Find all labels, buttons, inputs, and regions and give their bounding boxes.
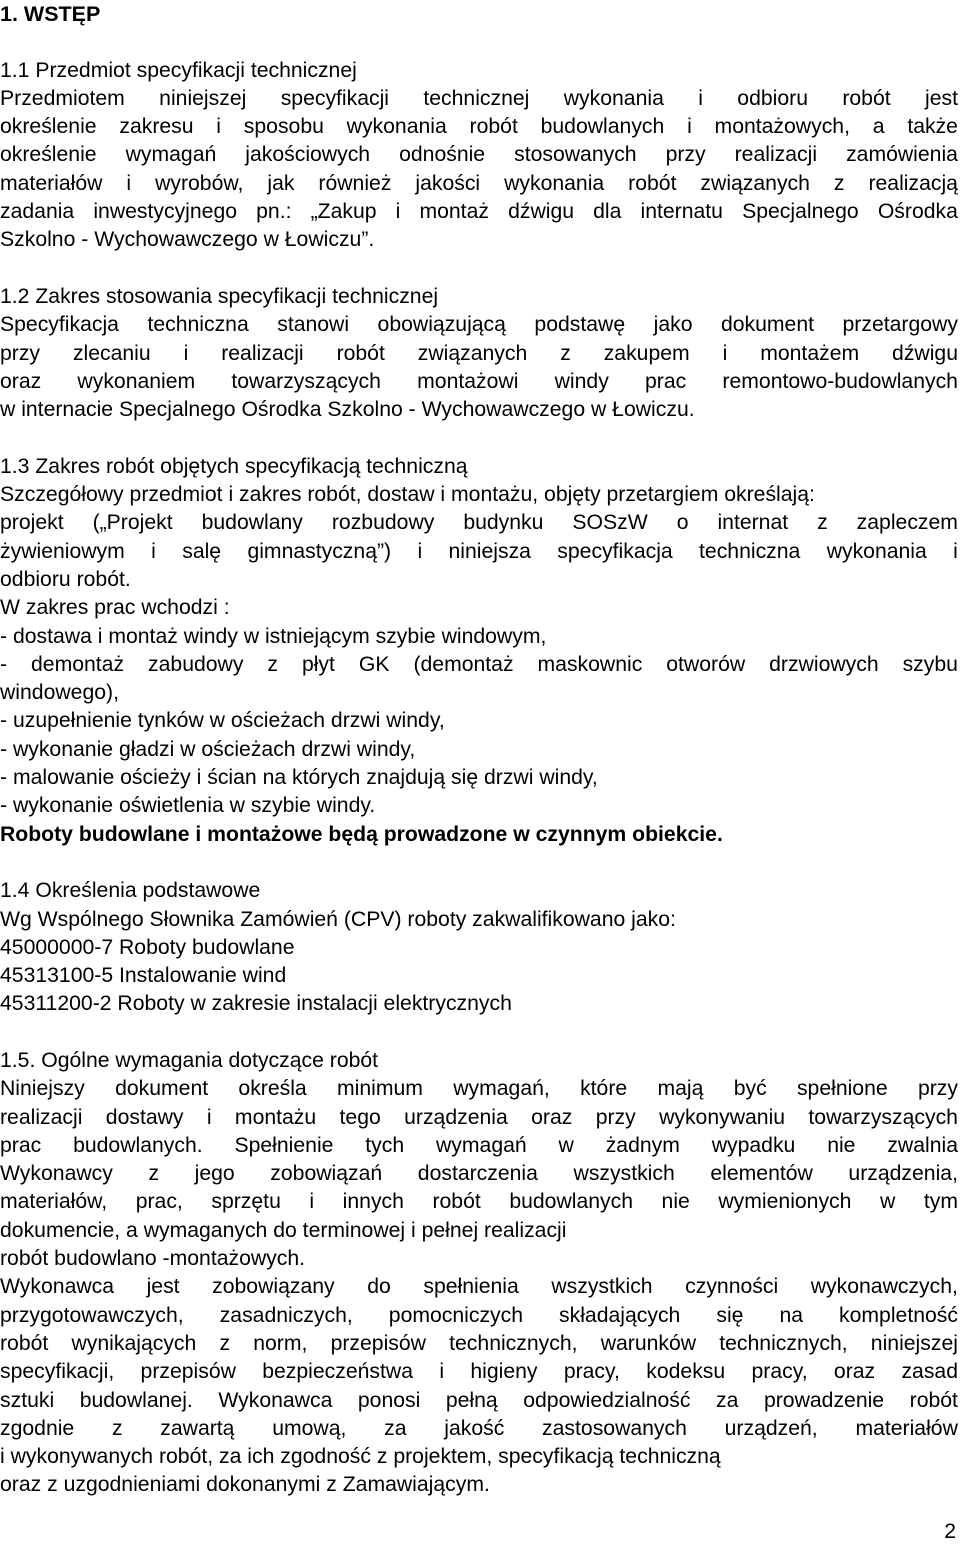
word: i xyxy=(687,115,692,139)
word: na xyxy=(779,1303,804,1327)
word: kodeksu xyxy=(646,1360,726,1384)
word: dźwigu xyxy=(508,200,575,224)
list-item-continuation: windowego), xyxy=(0,681,119,705)
paragraph-line xyxy=(0,1415,958,1443)
word: maskownic xyxy=(537,652,643,676)
paragraph-line xyxy=(0,113,958,141)
word: niniejszej xyxy=(870,1331,958,1355)
paragraph-line xyxy=(0,1358,958,1386)
word: inwestycyjnego xyxy=(93,200,238,224)
word: zabudowy xyxy=(148,652,244,676)
word: jakościowych xyxy=(245,143,371,167)
word: z xyxy=(817,511,828,535)
list-item: - uzupełnienie tynków w ościeżach drzwi windy, xyxy=(0,709,445,733)
word: robót xyxy=(432,1190,481,1214)
list-intro: W zakres prac wchodzi : xyxy=(0,596,230,620)
word: tych xyxy=(365,1133,405,1157)
word: wymagań xyxy=(436,1133,527,1157)
paragraph-line: Szkolno - Wychowawczego w Łowiczu”. xyxy=(0,228,375,252)
word: pomocniczych xyxy=(388,1303,524,1327)
paragraph-line xyxy=(0,368,958,396)
word: pn.: xyxy=(256,200,292,224)
word: wymagań, xyxy=(453,1077,550,1101)
word: wykonawczych, xyxy=(810,1275,958,1299)
paragraph-line xyxy=(0,1104,958,1132)
word: oraz xyxy=(531,1105,573,1129)
word: towarzyszących xyxy=(231,369,381,393)
word: które xyxy=(580,1077,628,1101)
word: jakości xyxy=(415,171,481,195)
word: z xyxy=(833,171,845,195)
word: realizacji xyxy=(221,341,304,365)
paragraph-line: odbioru robót. xyxy=(0,567,131,591)
word: jego xyxy=(194,1162,235,1186)
word: jakość xyxy=(444,1416,505,1440)
word: montaż xyxy=(419,200,489,224)
word: zobowiązany xyxy=(212,1275,335,1299)
word: montażowi xyxy=(417,369,519,393)
word: dźwigu xyxy=(892,341,958,365)
word: sposobu xyxy=(243,115,324,139)
word: odnośnie xyxy=(399,143,486,167)
paragraph-line xyxy=(0,85,958,113)
word: elementów xyxy=(710,1162,813,1186)
section-1-1-title: 1.1 Przedmiot specyfikacji technicznej xyxy=(0,58,357,82)
word: montażem xyxy=(760,341,860,365)
word: specyfikacji xyxy=(280,86,390,110)
word: za xyxy=(384,1416,407,1440)
word: zapleczem xyxy=(856,511,958,535)
word: z xyxy=(267,652,278,676)
word: i xyxy=(309,1190,315,1214)
word: robót xyxy=(909,1388,958,1412)
word: wykonania xyxy=(346,115,447,139)
paragraph-line xyxy=(0,1188,958,1216)
document-heading: 1. WSTĘP xyxy=(0,2,101,26)
word: - xyxy=(0,652,8,676)
word: materiałów, xyxy=(0,1190,108,1214)
word: internat xyxy=(717,511,789,535)
word: i xyxy=(439,1360,445,1384)
paragraph-line xyxy=(0,311,958,339)
word: i xyxy=(126,171,132,195)
paragraph-line xyxy=(0,1273,958,1301)
word: robót xyxy=(628,171,677,195)
word: o xyxy=(676,511,689,535)
word: robót xyxy=(469,115,518,139)
word: towarzyszących xyxy=(808,1105,958,1129)
word: do xyxy=(367,1275,391,1299)
paragraph-line: w internacie Specjalnego Ośrodka Szkolno - Wychowawczego w Łowiczu. xyxy=(0,398,695,422)
word: stanowi xyxy=(277,313,350,337)
paragraph-line xyxy=(0,340,958,368)
word: zasad xyxy=(901,1360,958,1384)
section-1-1-body xyxy=(0,85,958,255)
word: oraz xyxy=(0,369,42,393)
word: realizacją xyxy=(868,171,958,195)
word: i xyxy=(183,341,189,365)
section-1-4-title: 1.4 Określenia podstawowe xyxy=(0,879,261,903)
section-1-3-body xyxy=(0,481,958,849)
word: wypadku xyxy=(711,1133,796,1157)
word: spełnione xyxy=(796,1077,888,1101)
word: przy xyxy=(917,1077,958,1101)
word: („Projekt xyxy=(92,511,173,535)
word: tego xyxy=(339,1105,381,1129)
word: windy xyxy=(554,369,609,393)
word: i xyxy=(953,539,958,563)
word: zwalnia xyxy=(887,1133,958,1157)
word: z xyxy=(560,341,571,365)
paragraph-line: i wykonywanych robót, za ich zgodność z projektem, specyfikacją techniczną xyxy=(0,1445,721,1469)
word: internatu xyxy=(640,200,723,224)
word: płyt xyxy=(301,652,335,676)
word: Wykonawca xyxy=(0,1275,115,1299)
word: zakupem xyxy=(603,341,690,365)
word: budowlanej. xyxy=(79,1388,193,1412)
word: żadnym xyxy=(605,1133,680,1157)
word: dokument xyxy=(720,313,815,337)
paragraph-line xyxy=(0,1302,958,1330)
word: a xyxy=(872,115,885,139)
word: materiałów xyxy=(855,1416,958,1440)
word: przy xyxy=(595,1105,636,1129)
word: prac xyxy=(645,369,687,393)
word: pełną xyxy=(445,1388,498,1412)
word: podstawę xyxy=(534,313,626,337)
word: i xyxy=(722,341,728,365)
word: sztuki xyxy=(0,1388,55,1412)
word: realizacji xyxy=(0,1105,83,1129)
word: wymagań xyxy=(125,143,217,167)
word: remontowo-budowlanych xyxy=(722,369,958,393)
word: określenie xyxy=(0,115,97,139)
word: zgodnie xyxy=(0,1416,75,1440)
word: wszystkich xyxy=(573,1162,675,1186)
word: nie xyxy=(827,1133,856,1157)
word: SOSzW xyxy=(572,511,648,535)
paragraph-line: oraz z uzgodnieniami dokonanymi z Zamawiającym. xyxy=(0,1473,490,1497)
section-1-5-body xyxy=(0,1075,958,1499)
word: szybu xyxy=(902,652,958,676)
word: odpowiedzialność xyxy=(523,1388,691,1412)
word: dostarczenia xyxy=(417,1162,538,1186)
word: niniejsza xyxy=(448,539,531,563)
paragraph-line: Szczegółowy przedmiot i zakres robót, dostaw i montażu, objęty przetargiem określają: xyxy=(0,483,815,507)
word: zamówienia xyxy=(846,143,958,167)
word: montażowych, xyxy=(714,115,850,139)
word: montażu xyxy=(234,1105,317,1129)
word: i xyxy=(395,200,401,224)
word: związanych xyxy=(417,341,528,365)
word: Specyfikacja xyxy=(0,313,119,337)
word: odbioru xyxy=(737,86,808,110)
word: nie xyxy=(661,1190,690,1214)
word: techniczna xyxy=(147,313,249,337)
word: prac, xyxy=(135,1190,183,1214)
word: Niniejszy xyxy=(0,1077,85,1101)
word: wykonaniem xyxy=(77,369,196,393)
word: robót xyxy=(336,341,385,365)
word: Ośrodka xyxy=(877,200,958,224)
word: i xyxy=(417,539,423,563)
word: z xyxy=(111,1416,123,1440)
word: technicznych, xyxy=(719,1331,848,1355)
word: za xyxy=(716,1388,739,1412)
word: salę xyxy=(182,539,222,563)
word: zlecaniu xyxy=(72,341,151,365)
word: z xyxy=(219,1331,231,1355)
word: zastosowanych xyxy=(542,1416,687,1440)
list-item: - wykonanie gładzi w ościeżach drzwi windy, xyxy=(0,737,416,761)
word: robót xyxy=(0,1331,49,1355)
word: minimum xyxy=(337,1077,423,1101)
list-item: - dostawa i montaż windy w istniejącym szybie windowym, xyxy=(0,624,547,648)
word: norm, xyxy=(253,1331,308,1355)
word: z xyxy=(148,1162,160,1186)
word: żywieniowym xyxy=(0,539,125,563)
word: wykonania xyxy=(563,86,664,110)
word: drzwiowych xyxy=(769,652,879,676)
word: GK xyxy=(358,652,390,676)
section-1-3-title: 1.3 Zakres robót objętych specyfikacją techniczną xyxy=(0,454,468,478)
word: urządzenia xyxy=(404,1105,508,1129)
word: Spełnienie xyxy=(234,1133,334,1157)
word: składających xyxy=(559,1303,681,1327)
paragraph-line xyxy=(0,509,958,537)
word: specyfikacja xyxy=(557,539,673,563)
paragraph-line xyxy=(0,198,958,226)
cpv-code-item: 45313100-5 Instalowanie wind xyxy=(0,964,287,988)
word: wykonania xyxy=(826,539,927,563)
word: pracy, xyxy=(563,1360,620,1384)
word: Przedmiotem xyxy=(0,86,125,110)
section-1-2-body xyxy=(0,311,958,424)
word: techniczna xyxy=(699,539,801,563)
word: demontaż xyxy=(31,652,125,676)
word: dokument xyxy=(115,1077,209,1101)
bold-note: Roboty budowlane i montażowe będą prowadzone w czynnym obiekcie. xyxy=(0,822,723,846)
word: przetargowy xyxy=(842,313,958,337)
section-1-5-title: 1.5. Ogólne wymagania dotyczące robót xyxy=(0,1048,379,1072)
word: być xyxy=(733,1077,767,1101)
word: przepisów xyxy=(330,1331,426,1355)
word: wynikających xyxy=(71,1331,197,1355)
section-1-4-body xyxy=(0,906,958,1019)
word: mają xyxy=(657,1077,704,1101)
list-item xyxy=(0,651,958,679)
word: określenie xyxy=(0,143,97,167)
word: technicznej xyxy=(423,86,530,110)
paragraph-line xyxy=(0,141,958,169)
word: bezpieczeństwa xyxy=(262,1360,413,1384)
word: zobowiązań xyxy=(270,1162,383,1186)
word: Wykonawca xyxy=(218,1388,333,1412)
word: wymienionych xyxy=(718,1190,852,1214)
word: się xyxy=(716,1303,744,1327)
word: oraz xyxy=(833,1360,876,1384)
word: określa xyxy=(238,1077,307,1101)
section-1-2-title: 1.2 Zakres stosowania specyfikacji technicznej xyxy=(0,284,439,308)
cpv-code-item: 45311200-2 Roboty w zakresie instalacji elektrycznych xyxy=(0,992,512,1016)
word: urządzeń, xyxy=(724,1416,818,1440)
word: w xyxy=(558,1133,574,1157)
word: dla xyxy=(593,200,622,224)
paragraph-line xyxy=(0,538,958,566)
word: budowlany xyxy=(201,511,303,535)
word: spełnienia xyxy=(423,1275,519,1299)
word: jest xyxy=(146,1275,180,1299)
word: jako xyxy=(653,313,693,337)
word: przygotowawczych, xyxy=(0,1303,184,1327)
word: otworów xyxy=(666,652,746,676)
word: również xyxy=(318,171,392,195)
word: budynku xyxy=(463,511,544,535)
page-number: 2 xyxy=(944,1520,956,1543)
word: budowlanych xyxy=(540,115,665,139)
word: urządzenia, xyxy=(848,1162,958,1186)
word: przy xyxy=(0,341,41,365)
word: warunków xyxy=(600,1331,697,1355)
word: zawartą xyxy=(160,1416,235,1440)
word: przepisów xyxy=(140,1360,236,1384)
paragraph-line xyxy=(0,1132,958,1160)
word: i xyxy=(216,115,222,139)
word: wszystkich xyxy=(551,1275,653,1299)
word: zadania xyxy=(0,200,75,224)
word: technicznych, xyxy=(449,1331,578,1355)
word: jest xyxy=(925,86,958,110)
paragraph-line: robót budowlano -montażowych. xyxy=(0,1247,306,1271)
paragraph-line: dokumencie, a wymaganych do terminowej i pełnej realizacji xyxy=(0,1218,567,1242)
word: wyrobów, xyxy=(155,171,244,195)
word: prowadzenie xyxy=(763,1388,885,1412)
paragraph-line xyxy=(0,170,958,198)
list-item: - wykonanie oświetlenia w szybie windy. xyxy=(0,794,376,818)
paragraph-line xyxy=(0,1387,958,1415)
word: dostawy xyxy=(105,1105,184,1129)
word: związanych xyxy=(700,171,810,195)
word: stosowanych xyxy=(514,143,637,167)
word: budowlanych xyxy=(509,1190,633,1214)
word: prac xyxy=(0,1133,42,1157)
word: „Zakup xyxy=(310,200,377,224)
word: specyfikacji, xyxy=(0,1360,115,1384)
word: rozbudowy xyxy=(331,511,435,535)
paragraph-line: Wg Wspólnego Słownika Zamówień (CPV) roboty zakwalifikowano jako: xyxy=(0,907,676,931)
word: jak xyxy=(267,171,295,195)
word: ponosi xyxy=(357,1388,421,1412)
word: i xyxy=(698,86,703,110)
word: innych xyxy=(342,1190,404,1214)
word: higieny xyxy=(470,1360,538,1384)
word: umową, xyxy=(272,1416,347,1440)
word: wykonania xyxy=(504,171,605,195)
word: kompletność xyxy=(839,1303,958,1327)
word: czynności xyxy=(685,1275,779,1299)
word: Wykonawcy xyxy=(0,1162,113,1186)
word: (demontaż xyxy=(413,652,514,676)
paragraph-line xyxy=(0,1160,958,1188)
word: zasadniczych, xyxy=(219,1303,353,1327)
word: tym xyxy=(923,1190,958,1214)
word: gimnastyczną”) xyxy=(247,539,392,563)
word: projekt xyxy=(0,511,64,535)
word: budowlanych. xyxy=(73,1133,203,1157)
word: obowiązującą xyxy=(377,313,506,337)
word: i xyxy=(206,1105,212,1129)
cpv-code-item: 45000000-7 Roboty budowlane xyxy=(0,935,295,959)
word: sprzętu xyxy=(211,1190,281,1214)
paragraph-line xyxy=(0,1330,958,1358)
word: Specjalnego xyxy=(742,200,859,224)
word: także xyxy=(907,115,958,139)
word: materiałów xyxy=(0,171,103,195)
word: realizacji xyxy=(734,143,818,167)
word: pracy, xyxy=(751,1360,808,1384)
word: robót xyxy=(842,86,891,110)
word: w xyxy=(880,1190,896,1214)
word: zakresu xyxy=(119,115,194,139)
word: wykonywaniu xyxy=(659,1105,786,1129)
list-item: - malowanie ościeży i ścian na których znajdują się drzwi windy, xyxy=(0,766,598,790)
paragraph-line xyxy=(0,1075,958,1103)
word: i xyxy=(151,539,156,563)
word: przy xyxy=(665,143,706,167)
word: niniejszej xyxy=(159,86,247,110)
